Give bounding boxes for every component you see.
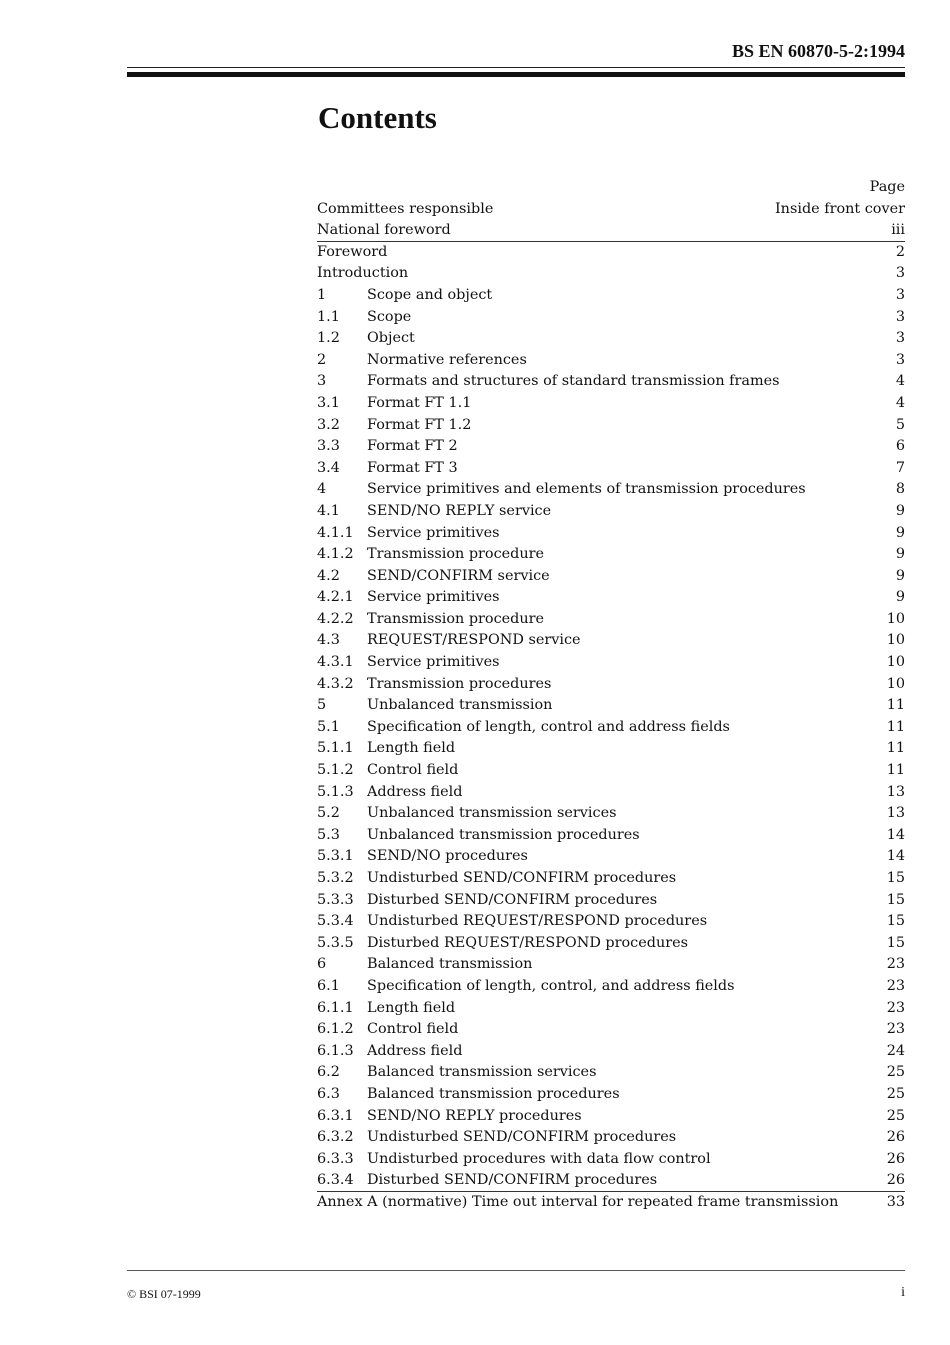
toc-entry-number: 5.3.5: [317, 934, 354, 951]
toc-entry-title: REQUEST/RESPOND service: [367, 632, 581, 649]
toc-entry-title: Balanced transmission procedures: [367, 1085, 620, 1102]
toc-entry[interactable]: [317, 523, 905, 545]
toc-entry-page: 11: [886, 718, 905, 735]
toc-entry[interactable]: [317, 544, 905, 566]
toc-entry[interactable]: [317, 393, 905, 415]
toc-entry-title: Object: [367, 330, 415, 347]
toc-entry-title: Format FT 1.1: [367, 394, 472, 411]
toc-entry-title: Specification of length, control, and address fields: [367, 977, 735, 994]
toc-entry[interactable]: [317, 868, 905, 890]
toc-entry-number: 5.3.4: [317, 913, 354, 930]
toc-entry-page: 7: [895, 459, 905, 476]
toc-entry-number: 4.2.1: [317, 589, 354, 606]
toc-entry[interactable]: [317, 630, 905, 652]
toc-entry-title: Balanced transmission: [367, 956, 533, 973]
toc-entry-title: Format FT 2: [367, 438, 458, 455]
toc-entry-number: 3.1: [317, 394, 340, 411]
toc-entry-page: 26: [886, 1150, 905, 1167]
toc-entry[interactable]: [317, 911, 905, 933]
toc-entry-number: 2: [317, 351, 327, 368]
toc-entry-page: 3: [895, 308, 905, 325]
page-number: i: [901, 1285, 905, 1300]
toc-entry[interactable]: [317, 371, 905, 393]
toc-entry-page: 33: [886, 1193, 905, 1210]
toc-entry-number: 6.1.2: [317, 1021, 354, 1038]
toc-entry-page: 8: [895, 481, 905, 498]
toc-entries: [317, 199, 905, 1214]
toc-entry[interactable]: [317, 566, 905, 588]
toc-entry-title: Service primitives: [367, 524, 500, 541]
toc-entry-page: 3: [895, 265, 905, 282]
toc-entry-title: Undisturbed procedures with data flow control: [367, 1150, 711, 1167]
toc-entry-number: 6.1.3: [317, 1042, 354, 1059]
toc-entry-page: 2: [895, 243, 905, 260]
toc-entry-number: 6.3.2: [317, 1129, 354, 1146]
toc-entry-page: 9: [895, 524, 905, 541]
toc-entry-title: National foreword: [317, 222, 451, 239]
header-rule-thick: [127, 72, 905, 77]
toc-entry-title: Foreword: [317, 243, 388, 260]
toc-entry-title: SEND/NO procedures: [367, 848, 528, 865]
toc-entry-title: Control field: [367, 762, 459, 779]
toc-entry-page: 11: [886, 762, 905, 779]
toc-entry-number: 6.3.1: [317, 1107, 354, 1124]
toc-entry-title: SEND/NO REPLY procedures: [367, 1107, 582, 1124]
toc-entry-number: 3: [317, 373, 327, 390]
page-title: Contents: [318, 100, 437, 135]
toc-entry-title: SEND/CONFIRM service: [367, 567, 550, 584]
toc-entry[interactable]: [317, 307, 905, 329]
toc-entry-title: Control field: [367, 1021, 459, 1038]
toc-entry-number: 1: [317, 286, 327, 303]
toc-entry-number: 6.1.1: [317, 999, 354, 1016]
toc-entry-title: Length field: [367, 740, 456, 757]
toc-entry-page: 24: [886, 1042, 905, 1059]
toc-entry[interactable]: [317, 328, 905, 350]
toc-entry-number: 5.3.2: [317, 870, 354, 886]
toc-entry-page: 5: [895, 416, 905, 433]
toc-entry-number: 6.3.3: [317, 1150, 354, 1167]
toc-entry-page: 9: [895, 502, 905, 519]
toc-entry-page: 4: [895, 394, 905, 411]
toc-entry-title: Introduction: [317, 265, 409, 282]
toc-entry-page: 14: [886, 826, 905, 843]
toc-entry-number: 4.2.2: [317, 610, 354, 627]
toc-entry[interactable]: [317, 1084, 905, 1106]
toc-entry-number: 4.1.2: [317, 546, 354, 563]
toc-entry-title: Annex A (normative) Time out interval for repeated frame transmission: [317, 1193, 839, 1210]
toc-entry-title: Scope and object: [367, 286, 493, 303]
toc-entry[interactable]: [317, 609, 905, 631]
toc-entry-title: Undisturbed SEND/CONFIRM procedures: [367, 1129, 677, 1146]
page-column-label: Page: [869, 179, 905, 195]
toc-entry[interactable]: [317, 501, 905, 523]
toc-entry[interactable]: [317, 1041, 905, 1063]
toc-entry[interactable]: [317, 652, 905, 674]
toc-entry[interactable]: [317, 846, 905, 868]
toc-entry-title: Unbalanced transmission: [367, 697, 553, 714]
toc-entry-page: 3: [895, 351, 905, 368]
toc-entry-title: Unbalanced transmission services: [367, 805, 617, 822]
toc-entry-title: Disturbed REQUEST/RESPOND procedures: [367, 934, 689, 951]
toc-entry-number: 5.1.1: [317, 740, 354, 757]
toc-entry-number: 5.1.3: [317, 783, 354, 800]
toc-entry-page: 23: [886, 977, 905, 994]
toc-entry-title: Length field: [367, 999, 456, 1016]
toc-entry-page: 26: [886, 1172, 905, 1189]
toc-entry-page: 3: [895, 330, 905, 347]
toc-entry-page: 9: [895, 567, 905, 584]
toc-entry-title: Committees responsible: [317, 200, 494, 217]
toc-entry-title: Formats and structures of standard transmission frames: [367, 373, 780, 390]
table-of-contents: [317, 177, 905, 1214]
toc-entry-page: 25: [886, 1107, 905, 1124]
toc-entry-page: 23: [886, 1021, 905, 1038]
copyright-notice: © BSI 07-1999: [127, 1287, 201, 1301]
toc-entry[interactable]: [317, 479, 905, 501]
toc-entry[interactable]: [317, 695, 905, 717]
toc-entry-page: 25: [886, 1085, 905, 1102]
toc-entry-title: Address field: [367, 1042, 463, 1059]
toc-entry-page: 10: [886, 675, 905, 692]
toc-entry-number: 4.1: [317, 502, 340, 519]
toc-entry-page: 9: [895, 589, 905, 606]
toc-entry-title: Normative references: [367, 351, 527, 368]
toc-entry-page: 15: [886, 913, 905, 930]
toc-entry[interactable]: [317, 415, 905, 437]
toc-entry-number: 5.3.1: [317, 848, 354, 865]
toc-entry[interactable]: [317, 1019, 905, 1041]
toc-entry[interactable]: [317, 782, 905, 804]
toc-entry-title: Specification of length, control and address fields: [367, 718, 730, 735]
toc-entry-number: 5.2: [317, 805, 340, 822]
toc-entry-page: 9: [895, 546, 905, 563]
toc-entry-title: Balanced transmission services: [367, 1064, 597, 1081]
toc-entry[interactable]: [317, 998, 905, 1020]
toc-entry[interactable]: [317, 825, 905, 847]
toc-entry[interactable]: [317, 458, 905, 480]
toc-entry-page: Inside front cover: [775, 200, 905, 217]
toc-entry-page: 11: [886, 697, 905, 714]
toc-entry[interactable]: [317, 285, 905, 307]
toc-entry-title: Service primitives and elements of transmission procedures: [367, 481, 806, 498]
toc-entry-number: 3.2: [317, 416, 340, 433]
toc-entry[interactable]: [317, 738, 905, 760]
toc-entry-title: Transmission procedures: [367, 675, 552, 692]
toc-entry-page: 4: [895, 373, 905, 390]
toc-entry[interactable]: [317, 1170, 905, 1192]
toc-entry-title: Address field: [367, 783, 463, 800]
toc-entry-title: Undisturbed REQUEST/RESPOND procedures: [367, 913, 708, 930]
toc-entry-number: 3.4: [317, 459, 340, 476]
toc-entry-number: 6.3.4: [317, 1172, 354, 1189]
toc-entry-title: Service primitives: [367, 589, 500, 606]
toc-entry-number: 4.1.1: [317, 524, 354, 541]
toc-entry[interactable]: [317, 1062, 905, 1084]
toc-entry-title: Transmission procedure: [367, 610, 545, 627]
toc-entry-title: Undisturbed SEND/CONFIRM procedures: [367, 870, 677, 886]
toc-entry-number: 4.3.1: [317, 654, 354, 671]
toc-entry-number: 6: [317, 956, 327, 973]
toc-entry[interactable]: [317, 220, 905, 242]
document-id: BS EN 60870-5-2:1994: [731, 41, 905, 61]
toc-entry-page: 13: [886, 783, 905, 800]
toc-entry[interactable]: [317, 760, 905, 782]
toc-entry[interactable]: [317, 1127, 905, 1149]
toc-entry[interactable]: [317, 1106, 905, 1128]
toc-entry-number: 3.3: [317, 438, 340, 455]
toc-entry-number: 4.2: [317, 567, 340, 584]
toc-entry[interactable]: [317, 350, 905, 372]
toc-entry-title: Scope: [367, 308, 412, 325]
toc-entry-number: 4.3: [317, 632, 340, 649]
toc-entry[interactable]: [317, 263, 905, 285]
toc-entry-number: 6.2: [317, 1064, 340, 1081]
toc-entry-number: 4: [317, 481, 327, 498]
toc-entry-page: iii: [891, 222, 905, 239]
footer-rule: [127, 1270, 905, 1271]
toc-entry[interactable]: [317, 976, 905, 998]
toc-entry-page: 13: [886, 805, 905, 822]
toc-entry-page: 11: [886, 740, 905, 757]
toc-entry[interactable]: [317, 717, 905, 739]
toc-entry-page: 3: [895, 286, 905, 303]
toc-entry[interactable]: [317, 933, 905, 955]
toc-entry[interactable]: [317, 890, 905, 912]
toc-entry-page: 10: [886, 632, 905, 649]
toc-entry-page: 15: [886, 870, 905, 886]
toc-entry-number: 5.1: [317, 718, 340, 735]
toc-entry-page: 6: [895, 438, 905, 455]
toc-entry-title: Disturbed SEND/CONFIRM procedures: [367, 1172, 658, 1189]
toc-entry-page: 15: [886, 934, 905, 951]
toc-entry-page: 14: [886, 848, 905, 865]
toc-entry[interactable]: [317, 954, 905, 976]
toc-entry-title: Transmission procedure: [367, 546, 545, 563]
toc-entry[interactable]: [317, 1149, 905, 1171]
toc-entry-title: Disturbed SEND/CONFIRM procedures: [367, 891, 658, 908]
toc-entry-number: 4.3.2: [317, 675, 354, 692]
toc-entry-number: 1.2: [317, 330, 340, 347]
toc-entry-number: 6.1: [317, 977, 340, 994]
toc-entry-page: 15: [886, 891, 905, 908]
toc-entry-page: 23: [886, 956, 905, 973]
toc-entry-number: 5.1.2: [317, 762, 354, 779]
toc-entry[interactable]: [317, 199, 905, 221]
toc-entry-number: 1.1: [317, 308, 340, 325]
toc-entry[interactable]: [317, 674, 905, 696]
toc-entry-title: Service primitives: [367, 654, 500, 671]
toc-entry[interactable]: [317, 1192, 905, 1214]
toc-entry[interactable]: [317, 587, 905, 609]
toc-entry-title: Format FT 1.2: [367, 416, 472, 433]
toc-entry-page: 23: [886, 999, 905, 1016]
toc-entry-page: 25: [886, 1064, 905, 1081]
toc-entry-page: 10: [886, 610, 905, 627]
toc-entry-number: 5.3.3: [317, 891, 354, 908]
toc-entry-number: 6.3: [317, 1085, 340, 1102]
toc-entry-number: 5: [317, 697, 327, 714]
toc-entry[interactable]: [317, 803, 905, 825]
toc-entry[interactable]: [317, 242, 905, 264]
toc-entry[interactable]: [317, 436, 905, 458]
toc-entry-title: SEND/NO REPLY service: [367, 502, 552, 519]
toc-entry-page: 26: [886, 1129, 905, 1146]
toc-entry-title: Format FT 3: [367, 459, 458, 476]
toc-entry-number: 5.3: [317, 826, 340, 843]
toc-entry-title: Unbalanced transmission procedures: [367, 826, 640, 843]
toc-entry-page: 10: [886, 654, 905, 671]
header-rule-thin: [127, 67, 905, 68]
